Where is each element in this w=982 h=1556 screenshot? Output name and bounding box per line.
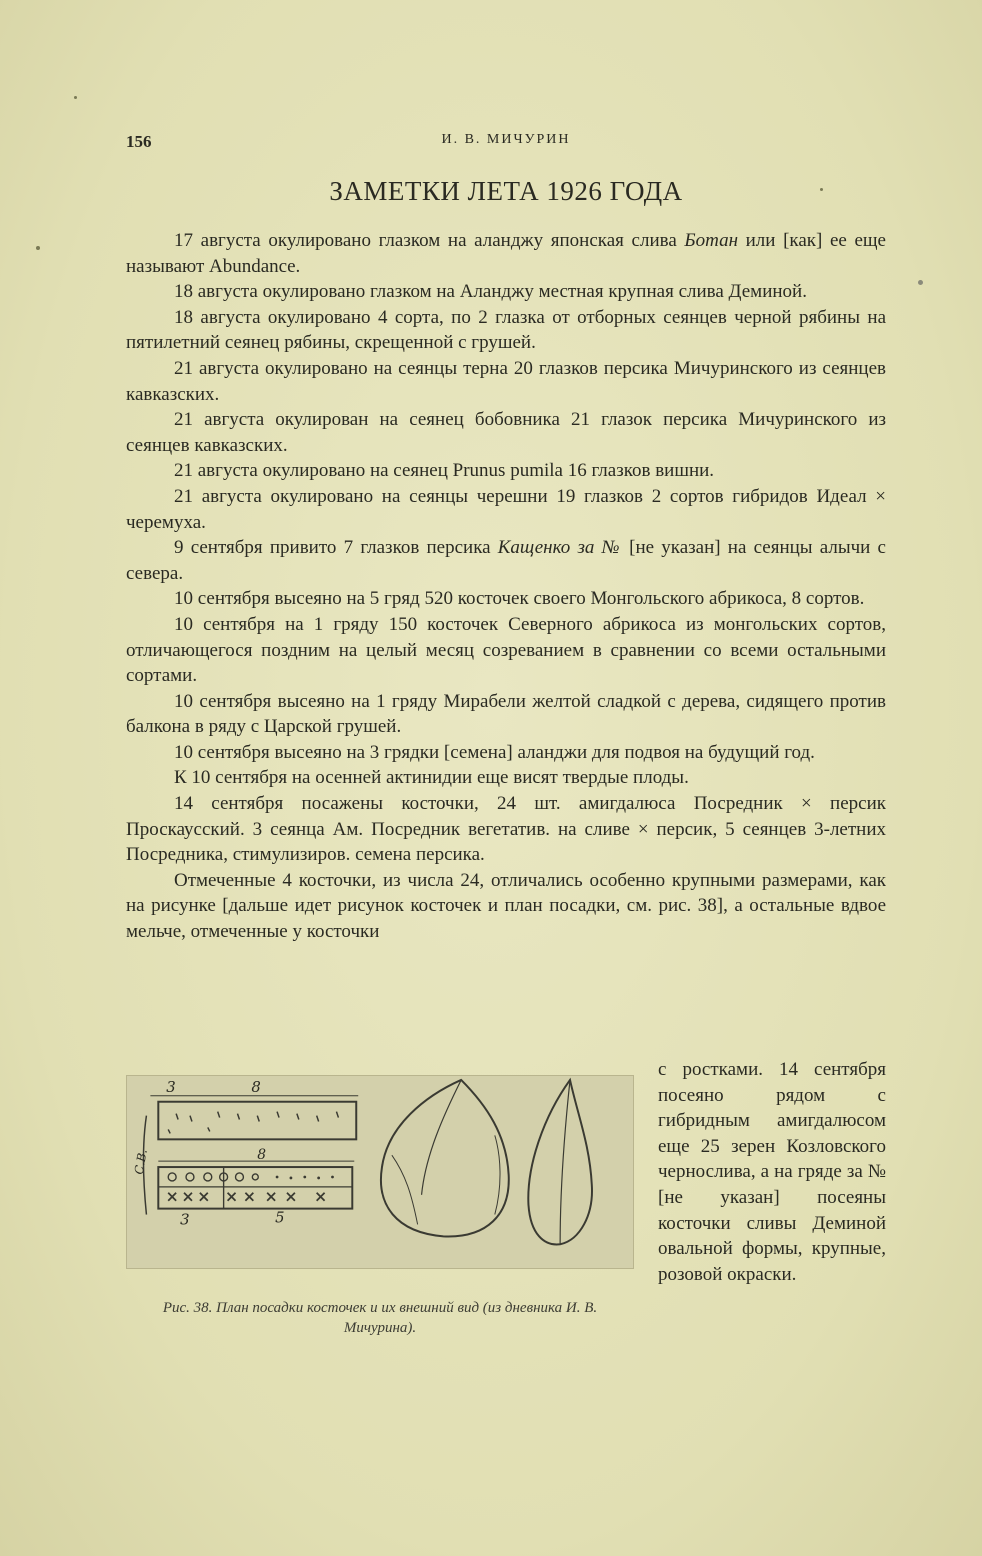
page-header <box>126 132 886 156</box>
wrap-text-column <box>658 1057 886 1287</box>
pit-front-shading <box>392 1155 418 1224</box>
paragraph: 14 сентября посажены косточки, 24 шт. амигдалюса Посредник × персик Проскаусский. 3 сеянца Ам. Посредник вегетатив. на сливе × персик, 5 сеянцев 3-летних Посредника, стимулизиров. семена персика. <box>126 793 886 866</box>
bottom-bed-crosses <box>168 1193 324 1201</box>
figure-sketch <box>126 1075 634 1269</box>
sketch-number: 3 <box>180 1211 190 1229</box>
caption-label: Рис. 38. <box>162 1300 213 1316</box>
paragraph: 10 сентября на 1 гряду 150 косточек Северного абрикоса из монгольских сортов, отличающегося поздним на целый месяц созреванием в сравнении со всеми остальными сортами. <box>126 613 886 687</box>
paragraph-italic: Кащенко за № <box>497 537 622 559</box>
paragraph: 10 сентября высеяно на 5 гряд 520 косточек своего Монгольского абрикоса, 8 сортов. <box>174 588 865 610</box>
paragraph: К 10 сентября на осенней актинидии еще висят твердые плоды. <box>174 767 689 789</box>
sketch-side-label: С.В. <box>131 1148 150 1176</box>
paragraph-text: 17 августа окулировано глазком на аланджу японская слива <box>174 230 685 251</box>
paragraph: 21 августа окулировано на сеянцы терна 20 глазков персика Мичуринского из сеянцев кавказских. <box>126 357 886 405</box>
sketch-number: 5 <box>275 1209 285 1227</box>
bottom-bed-dots <box>276 1176 334 1180</box>
paragraph: 21 августа окулирован на сеянец бобовника 21 глазок персика Мичуринского из сеянцев кавказских. <box>126 409 886 456</box>
paragraph: 18 августа окулировано 4 сорта, по 2 глазка от отборных сеянцев черной рябины на пятилетний сеянец рябины, скрещенной с грушей. <box>126 306 886 354</box>
pit-front-shading <box>495 1135 500 1214</box>
bottom-bed-circles <box>168 1173 258 1181</box>
pit-side-seam <box>560 1080 570 1244</box>
paragraph: Отмеченные 4 косточки, из числа 24, отличались особенно крупными размерами, как на рисунке [дальше идет рисунок косточек и план посадки, см. рис. 38], а остальные вдвое мельче, отмеченные у косточки <box>126 869 886 943</box>
paragraph-text: 9 сентября привито 7 глазков персика <box>174 537 498 559</box>
top-bed-marks <box>168 1112 338 1134</box>
sketch-number: 8 <box>251 1078 261 1096</box>
paragraph: 21 августа окулировано на сеянцы черешни 19 глазков 2 сортов гибридов Идеал × черемуха. <box>126 485 886 533</box>
paragraph: 21 августа окулировано на сеянец Prunus pumila 16 глазков вишни. <box>174 460 715 482</box>
caption-text: План посадки косточек и их внешний вид (из дневника И. В. Мичурина). <box>212 1300 598 1336</box>
sketch-drawing <box>127 1076 633 1268</box>
paragraph: 18 августа окулировано глазком на Аланджу местная крупная слива Деминой. <box>174 281 807 303</box>
paragraph-text: [не указан] на сеянцы алычи с севера. <box>126 537 886 584</box>
article-title: ЗАМЕТКИ ЛЕТА 1926 ГОДА <box>329 176 683 206</box>
paper-speck <box>74 96 77 99</box>
figure-caption <box>126 1298 634 1338</box>
top-bed-outline <box>158 1102 356 1140</box>
paragraph <box>126 535 886 586</box>
paragraph-text: или [как] ее еще называют Abundance. <box>126 230 886 277</box>
pit-front-seam <box>422 1080 462 1195</box>
sketch-number: 3 <box>166 1078 176 1096</box>
paragraph <box>126 228 886 279</box>
paragraph-italic: Ботан <box>684 230 738 251</box>
page-number: 156 <box>126 132 152 151</box>
paragraph: 10 сентября высеяно на 1 гряду Мирабели желтой сладкой с дерева, сидящего против балкона в ряду с Царской грушей. <box>126 690 886 738</box>
paper-speck <box>36 246 40 250</box>
running-head: И. В. МИЧУРИН <box>441 132 571 147</box>
pit-front-drawing <box>381 1080 509 1236</box>
body-text <box>126 228 886 945</box>
paragraph: с ростками. 14 сентября посеяно рядом с гибридным амигдалюсом еще 25 зерен Козловского чернослива, а на гряде за № [не указан] посеяны косточки сливы Деминой овальной формы, крупные, розовой окраски. <box>658 1059 886 1285</box>
paper-speck <box>918 280 923 285</box>
paper-speck <box>820 188 823 191</box>
paragraph: 10 сентября высеяно на 3 грядки [семена] аланджи для подвоя на будущий год. <box>174 741 815 763</box>
sketch-number: 8 <box>257 1147 267 1164</box>
